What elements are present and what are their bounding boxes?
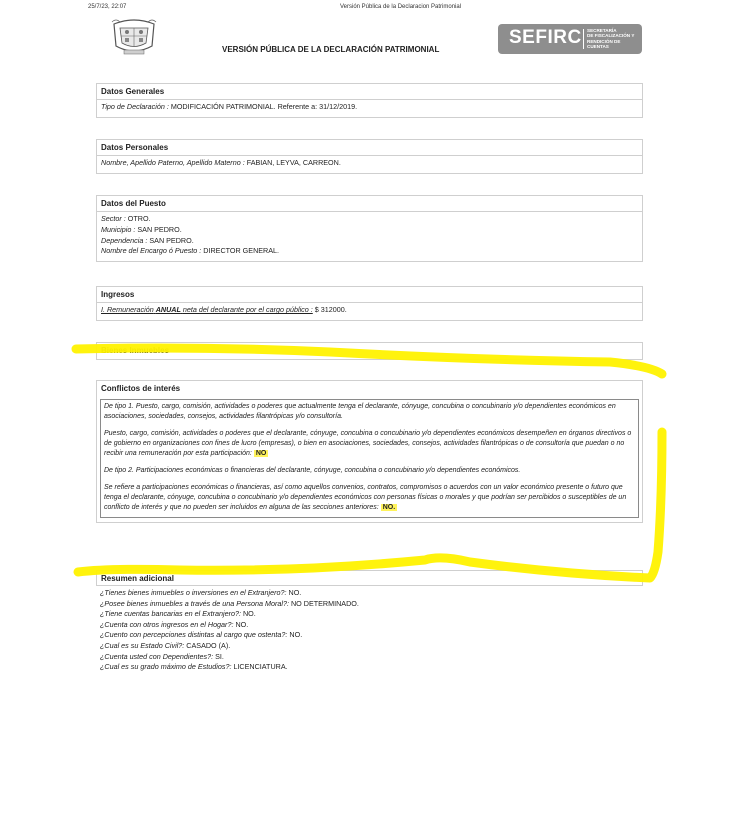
section-title: Conflictos de interés bbox=[101, 384, 181, 393]
summary-answer: NO. bbox=[235, 619, 249, 629]
summary-answer: NO DETERMINADO. bbox=[290, 598, 359, 608]
conflict-paragraph-3: De tipo 2. Participaciones económicas o financieras del declarante, cónyuge, concubina o concubinario y/o dependientes económicos. bbox=[104, 467, 521, 474]
summary-row bbox=[100, 662, 639, 673]
summary-answer: NO. bbox=[288, 588, 302, 597]
summary-question: ¿Cual es su Estado Civil?: bbox=[100, 640, 185, 650]
summary-question: ¿Cuenta usted con Dependientes?: bbox=[100, 651, 214, 661]
section-title: Datos del Puesto bbox=[97, 196, 642, 212]
coat-of-arms-seal-icon bbox=[110, 16, 158, 56]
field-label: I. Remuneración ANUAL neta del declarante por el cargo público : bbox=[101, 305, 313, 314]
field-row-sector: Sector : OTRO. bbox=[101, 214, 151, 223]
summary-row bbox=[100, 641, 639, 652]
section-resumen-adicional bbox=[96, 570, 643, 677]
summary-answer: NO. bbox=[289, 630, 303, 640]
section-datos-generales bbox=[96, 83, 643, 118]
summary-row bbox=[100, 630, 639, 641]
summary-row bbox=[100, 652, 639, 663]
logo-wordmark: SEFIRC bbox=[509, 27, 582, 48]
summary-question: ¿Posee bienes inmuebles a través de una Persona Moral?: bbox=[100, 598, 289, 608]
summary-row bbox=[100, 599, 639, 610]
summary-question: ¿Cual es su grado máximo de Estudios?: bbox=[100, 662, 232, 672]
field-row-municipio: Municipio : SAN PEDRO. bbox=[101, 224, 182, 234]
section-title: Datos Generales bbox=[97, 84, 642, 100]
summary-row bbox=[100, 620, 639, 631]
section-title: Datos Personales bbox=[97, 140, 642, 156]
summary-question: ¿Cuento con percepciones distintas al cargo que ostenta?: bbox=[100, 630, 288, 640]
conflict-paragraph-2: Puesto, cargo, comisión, actividades o poderes que el declarante, cónyuge, concubina o concubinario y/o dependientes económicos desempeñen en órganos directivos o de gobierno en organizaciones con fines de lucro (empresas), o bien en asociaciones, sociedades, consejos, actividades filantrópicas o de consultoría que puedan o no recibir una remuneración por esta participación: NO bbox=[104, 430, 632, 457]
section-datos-del-puesto bbox=[96, 195, 643, 262]
conflict-paragraph-4: Se refiere a participaciones económicas o financieras, así como aquellos convenios, contratos, compromisos o acuerdos con un valor económico presente o futuro que tenga el declarante, cónyuge, concubina o concubinario y/o dependientes económicos con personas físicas o morales y que podrían ser percibidos o susceptibles de un conflicto de interés y que no pueden ser incluidos en alguna de las secciones anteriores: NO. bbox=[104, 484, 627, 511]
print-date-stamp: 25/7/23, 22:07 bbox=[88, 4, 127, 10]
summary-row bbox=[100, 609, 639, 620]
field-label: Nombre, Apellido Paterno, Apellido Materno : bbox=[101, 158, 245, 167]
section-title: Resumen adicional bbox=[96, 570, 643, 586]
logo-divider bbox=[583, 29, 584, 49]
field-row-puesto: Nombre del Encargo ó Puesto : DIRECTOR GENERAL. bbox=[101, 246, 280, 256]
section-title: Ingresos bbox=[97, 287, 642, 303]
summary-list bbox=[96, 586, 643, 677]
highlighted-answer: NO. bbox=[382, 504, 396, 511]
field-value: $ 312000. bbox=[314, 305, 347, 314]
summary-question: ¿Cuenta con otros ingresos en el Hogar?: bbox=[100, 619, 234, 629]
summary-row bbox=[100, 588, 639, 599]
logo-subtitle: SECRETARÍA DE FISCALIZACIÓN Y RENDICIÓN DE CUENTAS bbox=[587, 28, 635, 50]
field-value: FABIAN, LEYVA, CARREON. bbox=[246, 158, 341, 167]
sefirc-logo bbox=[498, 24, 642, 54]
section-title: Bienes Inmuebles bbox=[101, 346, 170, 355]
summary-question: ¿Tienes bienes inmuebles o inversiones en el Extranjero?: bbox=[100, 588, 287, 597]
document-title: VERSIÓN PÚBLICA DE LA DECLARACIÓN PATRIMONIAL bbox=[222, 45, 440, 54]
summary-answer: NO. bbox=[242, 609, 256, 619]
field-label: Tipo de Declaración : bbox=[101, 102, 169, 111]
conflicts-text-box bbox=[100, 399, 639, 518]
summary-answer: SI. bbox=[215, 651, 224, 661]
highlighted-answer: NO bbox=[255, 450, 267, 457]
field-value: MODIFICACIÓN PATRIMONIAL. Referente a: 31/12/2019. bbox=[170, 102, 358, 111]
section-bienes-inmuebles bbox=[96, 342, 643, 360]
conflict-paragraph-1: De tipo 1. Puesto, cargo, comisión, actividades o poderes que actualmente tenga el declarante, cónyuge, concubina o concubinario y/o dependientes económicos en asociaciones, sociedades, consejos, actividades filantrópicas y/o consultoría. bbox=[104, 403, 616, 420]
print-page-title: Versión Pública de la Declaracion Patrimonial bbox=[340, 4, 462, 10]
summary-answer: CASADO (A). bbox=[186, 640, 231, 650]
summary-question: ¿Tiene cuentas bancarias en el Extranjero?: bbox=[100, 609, 241, 619]
summary-answer: LICENCIATURA. bbox=[233, 662, 288, 672]
section-datos-personales bbox=[96, 139, 643, 174]
section-ingresos bbox=[96, 286, 643, 321]
field-row-dependencia: Dependencia : SAN PEDRO. bbox=[101, 235, 194, 245]
section-conflictos-de-interes bbox=[96, 380, 643, 523]
